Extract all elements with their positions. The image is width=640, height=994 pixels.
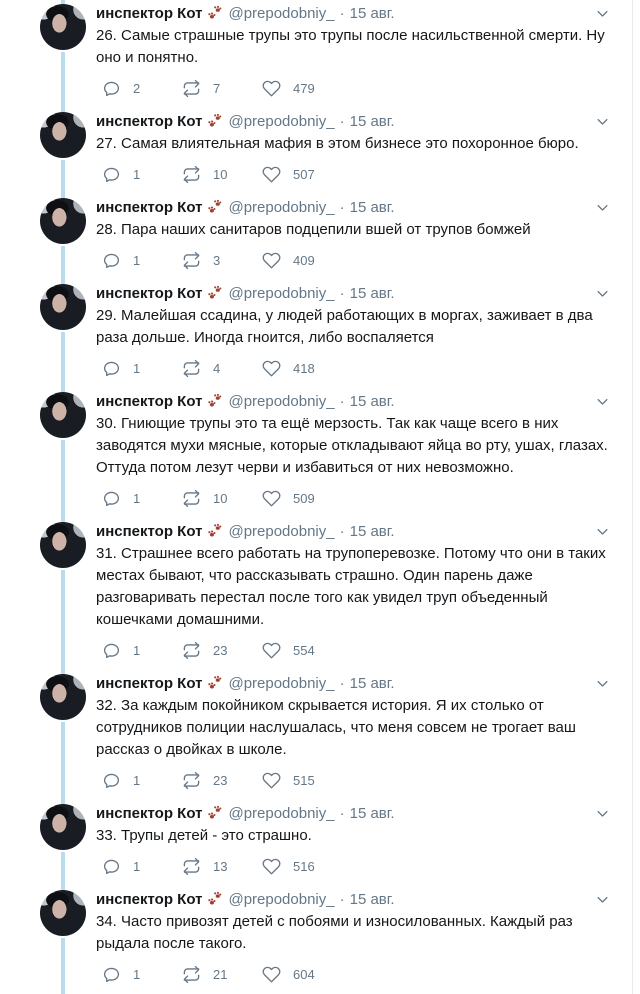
paw-prints-icon <box>207 523 223 539</box>
thread-line <box>61 52 65 108</box>
tweet-actions <box>96 164 612 184</box>
display-name[interactable]: инспектор Кот <box>96 198 203 216</box>
tweet-actions <box>96 488 612 508</box>
tweet-actions <box>96 770 612 790</box>
separator-dot: · <box>339 198 345 216</box>
tweet[interactable] <box>0 388 632 518</box>
timestamp[interactable]: 15 авг. <box>349 522 395 540</box>
tweet-header <box>96 197 612 217</box>
reply-count: 1 <box>133 772 141 788</box>
tweet[interactable] <box>0 194 632 280</box>
heart-icon <box>262 359 281 378</box>
tweet-gutter <box>40 0 86 108</box>
tweet-actions <box>96 640 612 660</box>
tweet-actions <box>96 856 612 876</box>
retweet-count: 21 <box>213 966 228 982</box>
separator-dot: · <box>339 804 345 822</box>
tweet[interactable] <box>0 280 632 388</box>
user-handle[interactable]: @prepodobniy_ <box>228 112 335 130</box>
display-name[interactable]: инспектор Кот <box>96 890 203 908</box>
avatar[interactable] <box>40 198 86 244</box>
like-button[interactable] <box>262 857 342 876</box>
avatar[interactable] <box>40 804 86 850</box>
retweet-count: 23 <box>213 642 228 658</box>
thread-line <box>61 570 65 670</box>
like-count: 509 <box>293 490 315 506</box>
reply-count: 1 <box>133 966 141 982</box>
user-handle[interactable]: @prepodobniy_ <box>228 284 335 302</box>
retweet-button[interactable] <box>182 641 262 660</box>
retweet-icon <box>182 79 201 98</box>
tweet-header <box>96 889 612 909</box>
separator-dot: · <box>339 392 345 410</box>
retweet-count: 23 <box>213 772 228 788</box>
tweet-header <box>96 521 612 541</box>
paw-prints-icon <box>207 675 223 691</box>
reply-count: 1 <box>133 360 141 376</box>
retweet-icon <box>182 489 201 508</box>
reply-button[interactable] <box>102 965 182 984</box>
chevron-down-icon[interactable] <box>595 286 610 301</box>
retweet-button[interactable] <box>182 165 262 184</box>
thread-line <box>61 160 65 194</box>
display-name[interactable]: инспектор Кот <box>96 4 203 22</box>
tweet-text: 32. За каждым покойником скрывается история. Я их столько от сотрудников полиции наслушалась, что меня совсем не трогает ваш рассказ о двойках в школе. <box>96 697 576 758</box>
like-count: 507 <box>293 166 315 182</box>
reply-icon <box>102 489 121 508</box>
heart-icon <box>262 251 281 270</box>
tweet-gutter <box>40 518 86 670</box>
reply-icon <box>102 857 121 876</box>
retweet-icon <box>182 251 201 270</box>
tweet-content <box>86 108 632 194</box>
tweet-content <box>86 0 632 108</box>
heart-icon <box>262 79 281 98</box>
tweet[interactable] <box>0 800 632 886</box>
chevron-down-icon[interactable] <box>595 892 610 907</box>
reply-button[interactable] <box>102 771 182 790</box>
tweet-gutter <box>40 670 86 800</box>
tweet[interactable] <box>0 108 632 194</box>
avatar[interactable] <box>40 112 86 158</box>
user-handle[interactable]: @prepodobniy_ <box>228 890 335 908</box>
reply-button[interactable] <box>102 165 182 184</box>
user-handle[interactable]: @prepodobniy_ <box>228 522 335 540</box>
reply-count: 1 <box>133 166 141 182</box>
display-name[interactable]: инспектор Кот <box>96 674 203 692</box>
tweet-text: 28. Пара наших санитаров подцепили вшей от трупов бомжей <box>96 221 531 238</box>
thread-line <box>61 440 65 518</box>
chevron-down-icon[interactable] <box>595 394 610 409</box>
heart-icon <box>262 489 281 508</box>
timestamp[interactable]: 15 авг. <box>349 890 395 908</box>
reply-icon <box>102 771 121 790</box>
reply-count: 1 <box>133 858 141 874</box>
tweet-gutter <box>40 280 86 388</box>
display-name[interactable]: инспектор Кот <box>96 804 203 822</box>
reply-count: 1 <box>133 490 141 506</box>
like-button[interactable] <box>262 165 342 184</box>
separator-dot: · <box>339 522 345 540</box>
tweet-header <box>96 673 612 693</box>
paw-prints-icon <box>207 113 223 129</box>
reply-count: 1 <box>133 252 141 268</box>
tweet-text: 29. Малейшая ссадина, у людей работающих в моргах, заживает в два раза дольше. Иногда гноится, либо воспаляется <box>96 307 593 346</box>
reply-icon <box>102 641 121 660</box>
retweet-icon <box>182 965 201 984</box>
thread-line <box>61 246 65 280</box>
tweet-header <box>96 803 612 823</box>
reply-button[interactable] <box>102 489 182 508</box>
paw-prints-icon <box>207 393 223 409</box>
tweet-actions <box>96 964 612 984</box>
heart-icon <box>262 965 281 984</box>
avatar[interactable] <box>40 890 86 936</box>
tweet[interactable] <box>0 886 632 994</box>
retweet-count: 4 <box>213 360 221 376</box>
paw-prints-icon <box>207 805 223 821</box>
tweet-content <box>86 670 632 800</box>
timestamp[interactable]: 15 авг. <box>349 804 395 822</box>
reply-icon <box>102 965 121 984</box>
heart-icon <box>262 641 281 660</box>
timestamp[interactable]: 15 авг. <box>349 392 395 410</box>
paw-prints-icon <box>207 5 223 21</box>
tweet-content <box>86 388 632 518</box>
tweet-gutter <box>40 800 86 886</box>
retweet-button[interactable] <box>182 965 262 984</box>
thread-line <box>61 852 65 886</box>
like-button[interactable] <box>262 251 342 270</box>
tweet-content <box>86 800 632 886</box>
retweet-count: 10 <box>213 166 228 182</box>
reply-button[interactable] <box>102 251 182 270</box>
tweet-text: 26. Самые страшные трупы это трупы после насильственной смерти. Ну оно и понятно. <box>96 27 605 66</box>
chevron-down-icon[interactable] <box>595 114 610 129</box>
chevron-down-icon[interactable] <box>595 524 610 539</box>
avatar[interactable] <box>40 392 86 438</box>
tweet-text: 33. Трупы детей - это страшно. <box>96 827 312 844</box>
like-button[interactable] <box>262 359 342 378</box>
user-handle[interactable]: @prepodobniy_ <box>228 804 335 822</box>
retweet-button[interactable] <box>182 489 262 508</box>
reply-icon <box>102 251 121 270</box>
tweet-content <box>86 518 632 670</box>
reply-icon <box>102 79 121 98</box>
like-count: 554 <box>293 642 315 658</box>
user-handle[interactable]: @prepodobniy_ <box>228 198 335 216</box>
chevron-down-icon[interactable] <box>595 200 610 215</box>
user-handle[interactable]: @prepodobniy_ <box>228 4 335 22</box>
tweet-text: 27. Самая влиятельная мафия в этом бизнесе это похоронное бюро. <box>96 135 579 152</box>
tweet-text: 34. Часто привозят детей с побоями и износилованных. Каждый раз рыдала после такого. <box>96 913 573 952</box>
retweet-button[interactable] <box>182 359 262 378</box>
retweet-count: 3 <box>213 252 221 268</box>
tweet[interactable] <box>0 670 632 800</box>
display-name[interactable]: инспектор Кот <box>96 284 203 302</box>
reply-button[interactable] <box>102 79 182 98</box>
user-handle[interactable]: @prepodobniy_ <box>228 674 335 692</box>
tweet-header <box>96 3 612 23</box>
chevron-down-icon[interactable] <box>595 806 610 821</box>
tweet-header <box>96 283 612 303</box>
retweet-icon <box>182 165 201 184</box>
reply-button[interactable] <box>102 857 182 876</box>
tweet-content <box>86 280 632 388</box>
thread-line <box>61 938 65 994</box>
retweet-icon <box>182 857 201 876</box>
reply-count: 1 <box>133 642 141 658</box>
reply-count: 2 <box>133 80 141 96</box>
avatar[interactable] <box>40 284 86 330</box>
display-name[interactable]: инспектор Кот <box>96 522 203 540</box>
tweet-actions <box>96 358 612 378</box>
like-count: 515 <box>293 772 315 788</box>
thread-line <box>61 332 65 388</box>
timestamp[interactable]: 15 авг. <box>349 674 395 692</box>
timestamp[interactable]: 15 авг. <box>349 198 395 216</box>
tweet-text: 30. Гниющие трупы это та ещё мерзость. Так как чаще всего в них заводятся мухи мясные, которые откладывают яйца во рту, ушах, глазах. Оттуда потом лезут черви и избавиться от них невозможно. <box>96 415 608 476</box>
like-count: 418 <box>293 360 315 376</box>
tweet[interactable] <box>0 0 632 108</box>
tweet-header <box>96 111 612 131</box>
like-count: 409 <box>293 252 315 268</box>
paw-prints-icon <box>207 199 223 215</box>
like-count: 604 <box>293 966 315 982</box>
chevron-down-icon[interactable] <box>595 6 610 21</box>
tweet-text: 31. Страшнее всего работать на трупоперевозке. Потому что они в таких местах бывают, что рассказывать страшно. Один парень даже разговаривать перестал после того как увидел труп объеденный кошечками домашними. <box>96 545 606 628</box>
like-count: 516 <box>293 858 315 874</box>
tweet-gutter <box>40 388 86 518</box>
heart-icon <box>262 771 281 790</box>
paw-prints-icon <box>207 285 223 301</box>
tweet-content <box>86 194 632 280</box>
tweet-gutter <box>40 108 86 194</box>
like-button[interactable] <box>262 489 342 508</box>
thread-line <box>61 722 65 800</box>
separator-dot: · <box>339 890 345 908</box>
paw-prints-icon <box>207 891 223 907</box>
separator-dot: · <box>339 112 345 130</box>
like-count: 479 <box>293 80 315 96</box>
tweet-gutter <box>40 194 86 280</box>
display-name[interactable]: инспектор Кот <box>96 392 203 410</box>
tweet-content <box>86 886 632 994</box>
separator-dot: · <box>339 284 345 302</box>
reply-button[interactable] <box>102 359 182 378</box>
retweet-count: 7 <box>213 80 221 96</box>
timestamp[interactable]: 15 авг. <box>349 284 395 302</box>
retweet-icon <box>182 771 201 790</box>
retweet-count: 10 <box>213 490 228 506</box>
heart-icon <box>262 165 281 184</box>
like-button[interactable] <box>262 79 342 98</box>
avatar[interactable] <box>40 674 86 720</box>
tweet-gutter <box>40 886 86 994</box>
user-handle[interactable]: @prepodobniy_ <box>228 392 335 410</box>
retweet-button[interactable] <box>182 251 262 270</box>
timestamp[interactable]: 15 авг. <box>349 4 395 22</box>
retweet-button[interactable] <box>182 771 262 790</box>
display-name[interactable]: инспектор Кот <box>96 112 203 130</box>
reply-icon <box>102 359 121 378</box>
avatar[interactable] <box>40 4 86 50</box>
retweet-icon <box>182 359 201 378</box>
like-button[interactable] <box>262 641 342 660</box>
reply-icon <box>102 165 121 184</box>
tweet-actions <box>96 78 612 98</box>
separator-dot: · <box>339 4 345 22</box>
like-button[interactable] <box>262 965 342 984</box>
separator-dot: · <box>339 674 345 692</box>
like-button[interactable] <box>262 771 342 790</box>
avatar[interactable] <box>40 522 86 568</box>
retweet-button[interactable] <box>182 79 262 98</box>
reply-button[interactable] <box>102 641 182 660</box>
retweet-button[interactable] <box>182 857 262 876</box>
tweet-actions <box>96 250 612 270</box>
chevron-down-icon[interactable] <box>595 676 610 691</box>
heart-icon <box>262 857 281 876</box>
retweet-icon <box>182 641 201 660</box>
tweet[interactable] <box>0 518 632 670</box>
retweet-count: 13 <box>213 858 228 874</box>
tweet-header <box>96 391 612 411</box>
timestamp[interactable]: 15 авг. <box>349 112 395 130</box>
